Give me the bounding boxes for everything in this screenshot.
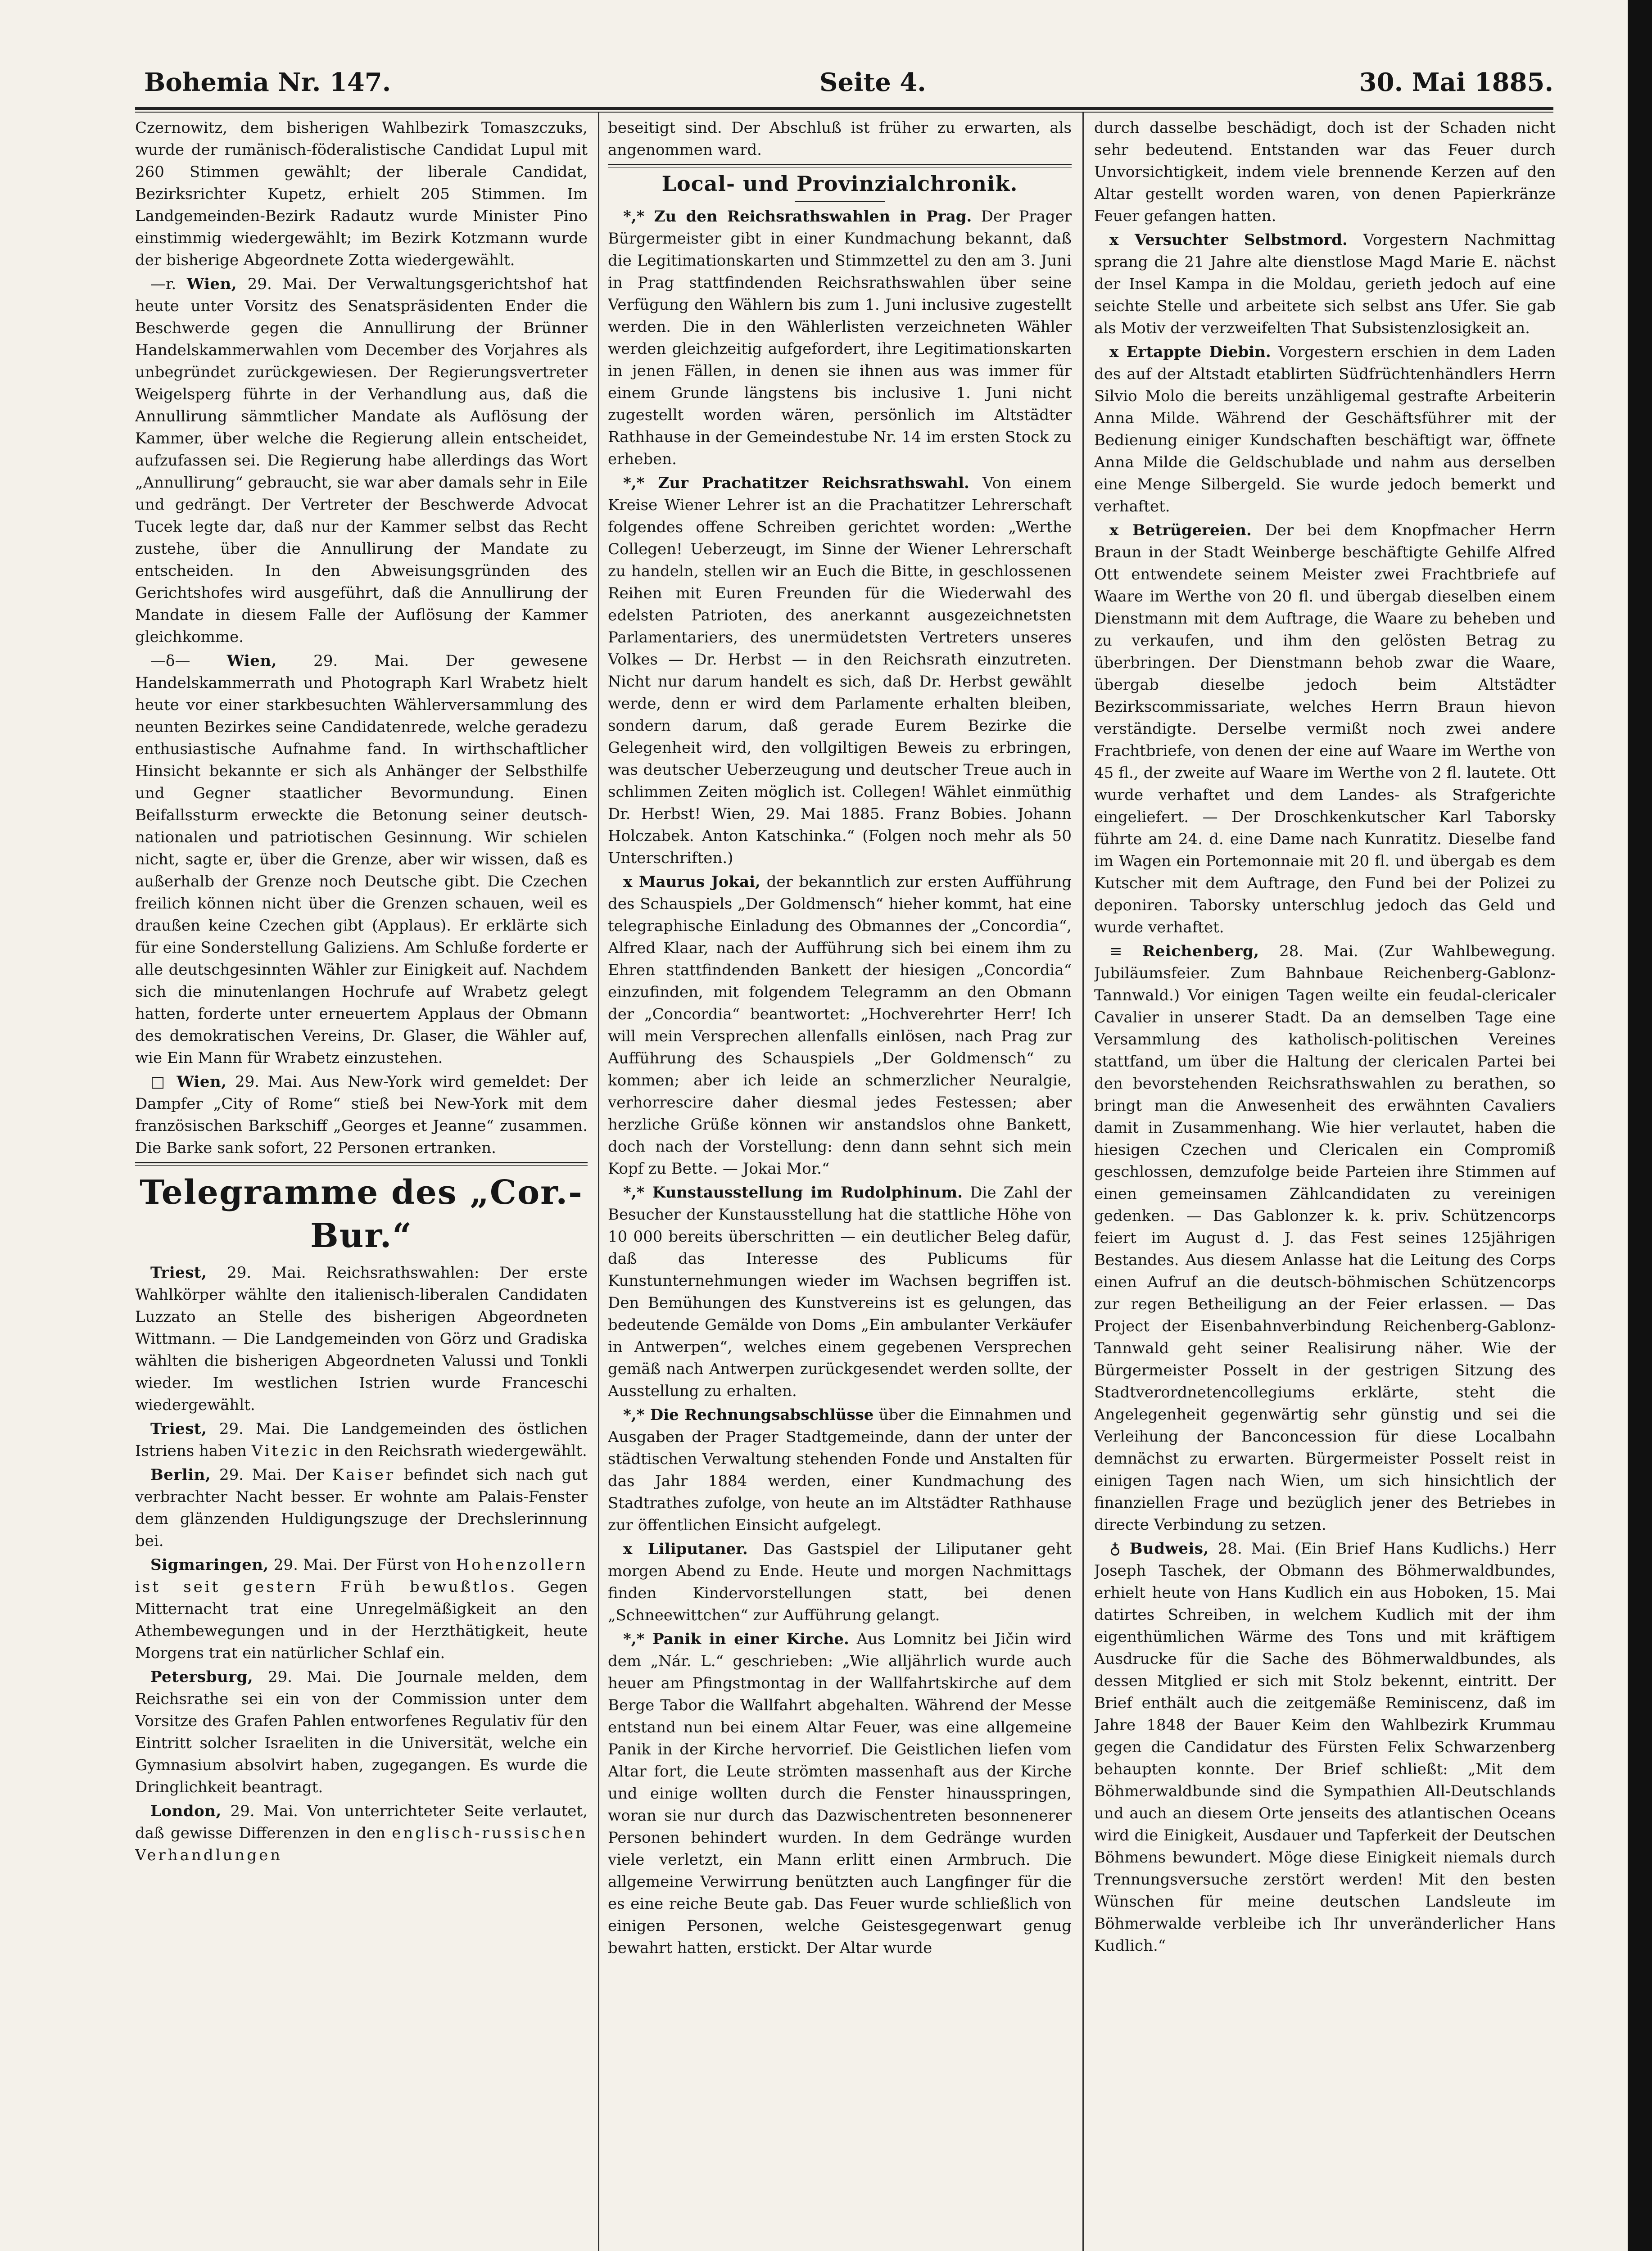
dateline: Wien, <box>186 275 237 293</box>
news-text: Von einem Kreise Wiener Lehrer ist an die Prachatitzer Lehrerschaft folgendes offene Schreiben gerichtet worden: „Werthe Collegen! Ueberzeugt, im Sinne der Wiener Lehrerschaft zu handeln, stellen wir an Euch die Bitte, in geschlossenen Reihen mit Euren Freunden für die Wiederwahl des edelsten Patrioten, des anerkannt ausgezeichnetsten Parlamentariers, des unermüdetsten Vertreters unseres Volkes — Dr. Herbst — in den Reichsrath einzutreten. Nicht nur darum handelt es sich, daß Dr. Herbst gewählt werde, denn er wird dem Parlamente erhalten bleiben, sondern darum, daß gerade Eurem Bezirke die Gelegenheit wird, den vollgiltigen Beweis zu erbringen, was deutscher Ueberzeugung und deutscher Treue auch in schlimmen Zeiten möglich ist. Collegen! Wählet einmüthig Dr. Herbst! Wien, 29. Mai 1885. Franz Bobies. Johann Holczabek. Anton Katschinka.“ (Folgen noch mehr als 50 Unterschriften.) <box>608 474 1072 867</box>
column-1 <box>135 117 588 2251</box>
spaced-name: Kaiser <box>332 1466 396 1484</box>
date: 29. Mai. <box>219 1420 290 1438</box>
title-rule <box>795 201 885 202</box>
article-czernowitz: Czernowitz, dem bisherigen Wahlbezirk Tomaszczuks, wurde der rumänisch-föderalistische Candidat Lupul mit 260 Stimmen gewählt; der liberale Candidat, Bezirksrichter Kupetz, erhielt 205 Stimmen. Im Landgemeinden-Bezirk Radautz wurde Minister Pino einstimmig wiedergewählt; im Bezirk Kotzmann wurde der bisherige Abgeordnete Zotta wiedergewählt. <box>135 119 588 269</box>
author-mark: —r. <box>150 275 177 293</box>
news-text: Aus Lomnitz bei Jičin wird dem „Nár. L.“ geschrieben: „Wie alljährlich wurde auch heuer am Pfingstmontag in der Wallfahrtskirche auf dem Berge Tabor die Wallfahrt abgehalten. Während der Messe entstand nun bei einem Altar Feuer, was eine allgemeine Panik in der Kirche hervorrief. Die Geistlichen liefen vom Altar fort, die Leute strömten massenhaft aus der Kirche und einige wollten durch die Fenster hinausspringen, woran sie nur durch das Dazwischentreten besonnenerer Personen behindert wurden. In dem Gedränge wurden viele verletzt, ein Mann erlitt einen Armbruch. Die allgemeine Verwirrung benützten auch Langfinger für die es eine reiche Beute gab. Das Feuer wurde schließlich von einigen Personen, welche Geistesgegenwart genug bewahrt hatten, erstickt. Der Altar wurde <box>608 1630 1072 1957</box>
continued-text: durch dasselbe beschädigt, doch ist der Schaden nicht sehr bedeutend. Entstanden war das Feuer durch Unvorsichtigkeit, indem viele brennende Kerzen auf den Altar gestellt worden waren, von denen Papierkränze Feuer gefangen hatten. <box>1094 119 1556 225</box>
dateline: Wien, <box>177 1073 227 1091</box>
column-3 <box>1094 117 1556 2251</box>
date: 29. Mai. <box>219 1466 287 1484</box>
article-wien-dampfer <box>135 1071 588 1159</box>
telegram-text: befindet sich nach gut verbrachter Nacht besser. Er wohnte am Palais-Fenster dem glänzenden Huldigungszuge der Drechslerinnung bei. <box>135 1466 588 1550</box>
news-text: über die Einnahmen und Ausgaben der Prager Stadtgemeinde, dann der unter der städtischen Verwaltung stehenden Fonde und Anstalten für das Jahr 1884 werden, einer Kundmachung des Stadtrathes zufolge, von heute an im Altstädter Rathhause zur öffentlichen Einsicht aufgelegt. <box>608 1406 1072 1534</box>
telegram-text: Der Fürst von <box>343 1556 451 1574</box>
news-lead: x Ertappte Diebin. <box>1109 343 1271 361</box>
telegram-triest-2 <box>135 1418 588 1462</box>
telegram-text: Von unterrichteter Seite verlautet, daß gewisse Differenzen in den <box>135 1802 588 1842</box>
news-lead: *,* Panik in einer Kirche. <box>623 1630 849 1648</box>
news-text: Das Gastspiel der Liliputaner geht morgen Abend zu Ende. Heute und morgen Nachmittags finden Kindervorstellungen statt, bei denen „Schneewittchen“ zur Aufführung gelangt. <box>608 1540 1072 1624</box>
news-lead: x Betrügereien. <box>1109 521 1252 539</box>
column-divider <box>1082 113 1084 2251</box>
dateline: Reichenberg, <box>1142 942 1259 960</box>
author-mark: —δ— <box>150 652 190 670</box>
telegram-text: Die Landgemeinden des östlichen Istriens haben <box>135 1420 588 1460</box>
article-wien-verwaltungsgericht <box>135 273 588 648</box>
dateline: Petersburg, <box>150 1668 253 1686</box>
news-jokai <box>608 871 1072 1180</box>
dateline: Wien, <box>226 652 277 670</box>
telegram-sigmaringen <box>135 1554 588 1664</box>
section-rule <box>608 164 1072 167</box>
telegram-text: Die Journale melden, dem Reichsrathe sei ein von der Commission unter dem Vorsitze des Grafen Pahlen entworfenes Regulativ für den Eintritt solcher Israeliten in die Universität, welche ein Gymnasium absolvirt haben, zugegangen. Es wurde die Dringlichkeit beantragt. <box>135 1668 588 1796</box>
telegram-petersburg <box>135 1666 588 1799</box>
news-panik-kirche <box>608 1628 1072 1959</box>
news-text: (Ein Brief Hans Kudlichs.) Herr Joseph Taschek, der Obmann des Böhmerwaldbundes, erhielt heute von Hans Kudlich ein aus Hoboken, 15. Mai datirtes Schreiben, in welchem Kudlich mit der ihm eigenthümlichen Wärme des Tons und mit kräftigem Ausdrucke für die Sache des Böhmerwaldbundes, als dessen Mitglied er sich mit Stolz bekennt, eintritt. Der Brief enthält auch die zeitgemäße Reminiscenz, daß im Jahre 1848 der Bauer Keim den Wahlbezirk Krummau gegen die Candidatur des Fürsten Felix Schwarzenberg behaupten konnte. Der Brief schließt: „Mit dem Böhmerwaldbunde sind die Sympathien All-Deutschlands und auch an diesem Orte jenseits des atlantischen Oceans wird die Einigkeit, Ausdauer und Tapferkeit der Deutschen Böhmens bewundert. Möge diese Einigkeit niemals durch Trennungsversuche zerstört werden! Mit den besten Wünschen für meine deutschen Landsleute im Böhmerwalde verbleibe ich Ihr unveränderlicher Hans Kudlich.“ <box>1094 1540 1556 1955</box>
news-rechnungsabschluesse <box>608 1404 1072 1537</box>
news-text: (Zur Wahlbewegung. Jubiläumsfeier. Zum Bahnbaue Reichenberg-Gablonz-Tannwald.) Vor einigen Tagen weilte ein feudal-clericaler Cavalier in unserer Stadt. Da an demselben Tage eine Versammlung des katholisch-politischen Vereines stattfand, um über die Haltung der clericalen Partei bei den bevorstehenden Reichsrathswahlen zu berathen, so bringt man die Anwesenheit des erwähnten Cavaliers damit in Zusammenhang. Wie hier verlautet, haben die hiesigen Czechen und Clericalen ein Compromiß geschlossen, demzufolge beide Parteien ihre Stimmen auf einen gemeinsamen Zählcandidaten zu vereinigen gedenken. — Das Gablonzer k. k. priv. Schützencorps feiert im August d. J. das Fest seines 125jährigen Bestandes. Aus diesem Anlasse hat die Leitung des Corps einen Aufruf an die deutsch-böhmischen Schützencorps zur regen Betheiligung an der Feier erlassen. — Das Project der Eisenbahnverbindung Reichenberg-Gablonz-Tannwald geht seiner Realisirung näher. Wie der Bürgermeister Posselt in der gestrigen Sitzung des Stadtverordnetencollegiums erklärte, steht die Angelegenheit gegenwärtig sehr günstig und sei die Verleihung der Banconcession für diese Localbahn demnächst zu erwarten. Bürgermeister Posselt reist in einigen Tagen nach Wien, um sich hinsichtlich der finanziellen Frage und bezüglich jener des Betriebes in directe Verbindung zu setzen. <box>1094 942 1556 1534</box>
news-liliputaner <box>608 1538 1072 1627</box>
news-lead: x Maurus Jokai, <box>623 873 760 891</box>
dateline: London, <box>150 1802 222 1820</box>
date: 29. Mai. <box>230 1802 298 1820</box>
news-prachatitz <box>608 472 1072 869</box>
news-selbstmord <box>1094 229 1556 339</box>
dateline: Budweis, <box>1129 1540 1209 1558</box>
column-divider <box>598 113 599 2251</box>
news-lead: x Liliputaner. <box>623 1540 748 1558</box>
news-lead: *,* Die Rechnungsabschlüsse <box>623 1406 874 1424</box>
page-number: Seite 4. <box>819 68 926 97</box>
news-text: Vorgestern erschien in dem Laden des auf der Altstadt etablirten Südfrüchtenhändlers Herrn Silvio Molo die bereits unzähligemal gestrafte Arbeiterin Anna Milde. Während der Geschäftsführer mit der Bedienung einiger Kundschaften beschäftigt war, öffnete Anna Milde die Geldschublade und nahm aus derselben eine Menge Silbergeld. Sie wurde jedoch bemerkt und verhaftet. <box>1094 343 1556 515</box>
article-text: Der gewesene Handelskammerrath und Photograph Karl Wrabetz hielt heute vor einer starkbesuchten Wählerversammlung des neunten Bezirkes seine Candidatenrede, welche geradezu enthusiastische Aufnahme fand. In wirthschaftlicher Hinsicht bekannte er sich als Anhänger der Selbsthilfe und Gegner staatlicher Bevormundung. Einen Beifallssturm erweckte die Betonung seiner deutsch-nationalen und patriotischen Gesinnung. Wir schielen nicht, sagte er, über die Grenze, aber wir wissen, daß es außerhalb der Grenze noch Deutsche gibt. Die Czechen freilich können nicht über die Grenzen schauen, weil es draußen keine Czechen gibt (Applaus). Er erklärte sich für eine Sonderstellung Galiziens. Am Schluße forderte er alle deutschgesinnten Wähler zur Einigkeit auf. Nachdem sich die minutenlangen Hochrufe auf Wrabetz gelegt hatten, forderte unter erneuertem Applaus der Obmann des demokratischen Vereins, Dr. Glaser, die Wähler auf, wie Ein Mann für Wrabetz einzustehen. <box>135 652 588 1067</box>
news-text: Vorgestern Nachmittag sprang die 21 Jahre alte dienstlose Magd Marie E. nächst der Insel Kampa in die Moldau, gerieth jedoch auf eine seichte Stelle und arbeitete sich selbst ans Ufer. Sie gab als Motiv der verzweifelten That Subsistenzlosigkeit an. <box>1094 231 1556 337</box>
article-wien-wrabetz <box>135 650 588 1069</box>
author-mark: □ <box>150 1073 168 1091</box>
telegram-text: Gegen Mitternacht trat eine Unregelmäßigkeit an den Athembewegungen und in der Herzthätigkeit, heute Morgens trat ein natürlicher Schlaf ein. <box>135 1578 588 1662</box>
news-reichenberg <box>1094 940 1556 1536</box>
news-lead: *,* Zur Prachatitzer Reichsrathswahl. <box>623 474 969 492</box>
telegram-section-title: Telegramme des „Cor.-Bur.“ <box>140 1173 583 1255</box>
date: 29. Mai. <box>227 1264 306 1282</box>
spaced-phrase: Hohenzollern ist seit gestern Früh bewußtlos. <box>135 1556 588 1596</box>
telegram-text: in den Reichsrath wiedergewählt. <box>324 1442 587 1460</box>
date: 29. Mai. <box>273 1556 338 1574</box>
news-text: Der Prager Bürgermeister gibt in einer Kundmachung bekannt, daß die Legitimationskarten und Stimmzettel zu den am 3. Juni in Prag stattfindenden Reichsrathswahlen über seine Verfügung den Wählern bis zum 1. Juni inclusive zugestellt werden. Die in den Wählerlisten verzeichneten Wähler werden gleichzeitig aufgefordert, ihre Legitimationskarten in jenen Fällen, in denen sie ihnen aus was immer für einem Grunde längstens bis inclusive 1. Juni nicht zugestellt worden wären, persönlich im Altstädter Rathhause in der Gemeindestube Nr. 14 im ersten Stock zu erheben. <box>608 208 1072 468</box>
news-diebin <box>1094 341 1556 518</box>
news-kunstausstellung <box>608 1182 1072 1402</box>
dateline: Triest, <box>150 1420 207 1438</box>
telegram-berlin <box>135 1464 588 1552</box>
news-lead: x Versuchter Selbstmord. <box>1109 231 1348 249</box>
article-text: Der Verwaltungsgerichtshof hat heute unter Vorsitz des Senatspräsidenten Ender die Beschwerde gegen die Annullirung der Brünner Handelskammerwahlen vom December des Vorjahres als unbegründet zurückgewiesen. Der Regierungsvertreter Weigelsperg führte in der Verhandlung aus, daß die Annullirung sämmtlicher Mandate als Auflösung der Kammer, über welche die Regierung allein entscheidet, aufzufassen sei. Die Regierung habe allerdings das Wort „Annullirung“ gebraucht, sie war aber damals sehr in Eile und gedrängt. Der Vertreter der Beschwerde Advocat Tucek legte dar, daß nur der Kammer selbst das Recht zustehe, über die Annullirung der Mandate zu entscheiden. In den Abweisungsgründen des Gerichtshofes wird ausgeführt, daß die Annullirung der Mandate in diesem Falle der Auflösung der Kammer gleichkomme. <box>135 275 588 646</box>
spaced-name: Vitezic <box>251 1442 320 1460</box>
news-reichsrathswahlen-prag <box>608 206 1072 470</box>
news-lead: *,* Zu den Reichsrathswahlen in Prag. <box>623 208 972 226</box>
paper-issue: Bohemia Nr. 147. <box>144 68 391 97</box>
author-mark: ≡ <box>1109 942 1122 960</box>
news-text: Die Zahl der Besucher der Kunstausstellung hat die stattliche Höhe von 10 000 bereits überschritten — ein deutlicher Beleg dafür, daß das Interesse des Publicums für Kunstunternehmungen wieder im Wachsen begriffen ist. Den Bemühungen des Kunstvereins ist es gelungen, das bedeutende Gemälde von Doms „Ein ambulanter Verkäufer in Antwerpen“, welches einem gegebenen Versprechen gemäß nach Antwerpen zurückgesendet werden sollte, der Ausstellung zu erhalten. <box>608 1184 1072 1400</box>
news-budweis <box>1094 1538 1556 1957</box>
date: 28. Mai. <box>1279 942 1358 960</box>
author-mark: ♁ <box>1109 1540 1121 1558</box>
telegram-triest-1 <box>135 1262 588 1416</box>
spaced-phrase: englisch-russischen Verhandlungen <box>135 1824 588 1864</box>
header-rule <box>135 107 1553 113</box>
dateline: Berlin, <box>150 1466 211 1484</box>
section-rule <box>135 1162 588 1166</box>
news-betruegereien <box>1094 520 1556 939</box>
date: 29. Mai. <box>235 1073 303 1091</box>
date: 29. Mai. <box>313 652 409 670</box>
news-text: Der bei dem Knopfmacher Herrn Braun in der Stadt Weinberge beschäftigte Gehilfe Alfred Ott entwendete seinem Meister zwei Frachtbriefe auf Waare im Werthe von 20 fl. und übergab dieselben einem Dienstmann mit dem Auftrage, die Waare zu beheben und zu verkaufen, und ihm den gelösten Betrag zu überbringen. Der Dienstmann behob zwar die Waare, übergab dieselbe jedoch beim Altstädter Bezirkscommissariate, welches Herrn Braun hievon verständigte. Derselbe vermißt noch zwei andere Frachtbriefe, von denen der eine auf Waare im Werthe von 45 fl., der zweite auf Waare im Werthe von 2 fl. lautete. Ott wurde verhaftet und dem Landes- als Strafgerichte eingeliefert. — Der Droschkenkutscher Karl Taborsky führte am 24. d. eine Dame nach Kunratitz. Dieselbe fand im Wagen ein Portemonnaie mit 20 fl. und übergab es dem Kutscher mit dem Auftrage, den Fund bei der Polizei zu deponiren. Taborsky unterschlug jedoch das Geld und wurde verhaftet. <box>1094 521 1556 936</box>
telegram-london <box>135 1800 588 1867</box>
issue-date: 30. Mai 1885. <box>1359 68 1553 97</box>
date: 29. Mai. <box>247 275 317 293</box>
date: 28. Mai. <box>1218 1540 1286 1558</box>
dateline: Triest, <box>150 1264 207 1282</box>
article-text: Aus New-York wird gemeldet: Der Dampfer „City of Rome“ stieß bei New-York mit dem französischen Barkschiff „Georges et Jeanne“ zusammen. Die Barke sank sofort, 22 Personen ertranken. <box>135 1073 588 1157</box>
news-text: der bekanntlich zur ersten Aufführung des Schauspiels „Der Goldmensch“ hieher kommt, hat eine telegraphische Einladung des Obmannes der „Concordia“, Alfred Klaar, nach der Aufführung sich bei einem ihm zu Ehren stattfindenden Bankett der hiesigen „Concordia“ einzufinden, mit folgendem Telegramm an den Obmann der „Concordia“ beantwortet: „Hochverehrter Herr! Ich will mein Versprechen allenfalls einlösen, nach Prag zur Aufführung des Schauspiels „Der Goldmensch“ zu kommen; aber ich leide an schmerzlicher Neuralgie, verhorrescire daher diesmal jedes Festessen; aber herzliche Grüße können wir anstandslos ohne Bankett, doch nach der Vorstellung: denn dann sehnt sich mein Kopf zu Bette. — Jokai Mor.“ <box>608 873 1072 1178</box>
dateline: Sigmaringen, <box>150 1556 269 1574</box>
local-chronicle-title: Local- und Provinzialchronik. <box>661 172 1018 196</box>
page-header <box>135 68 1553 104</box>
column-2 <box>608 117 1072 2251</box>
telegram-text: Reichsrathswahlen: Der erste Wahlkörper wählte den italienisch-liberalen Candidaten Luzzato an Stelle des bisherigen Abgeordneten Wittmann. — Die Landgemeinden von Görz und Gradiska wählten die bisherigen Abgeordneten Valussi und Tonkli wieder. Im westlichen Istrien wurde Franceschi wiedergewählt. <box>135 1264 588 1414</box>
scan-edge <box>1628 0 1652 2251</box>
continued-text: beseitigt sind. Der Abschluß ist früher zu erwarten, als angenommen ward. <box>608 119 1072 159</box>
telegram-text: Der <box>295 1466 324 1484</box>
news-lead: *,* Kunstausstellung im Rudolphinum. <box>623 1184 963 1202</box>
date: 29. Mai. <box>267 1668 342 1686</box>
